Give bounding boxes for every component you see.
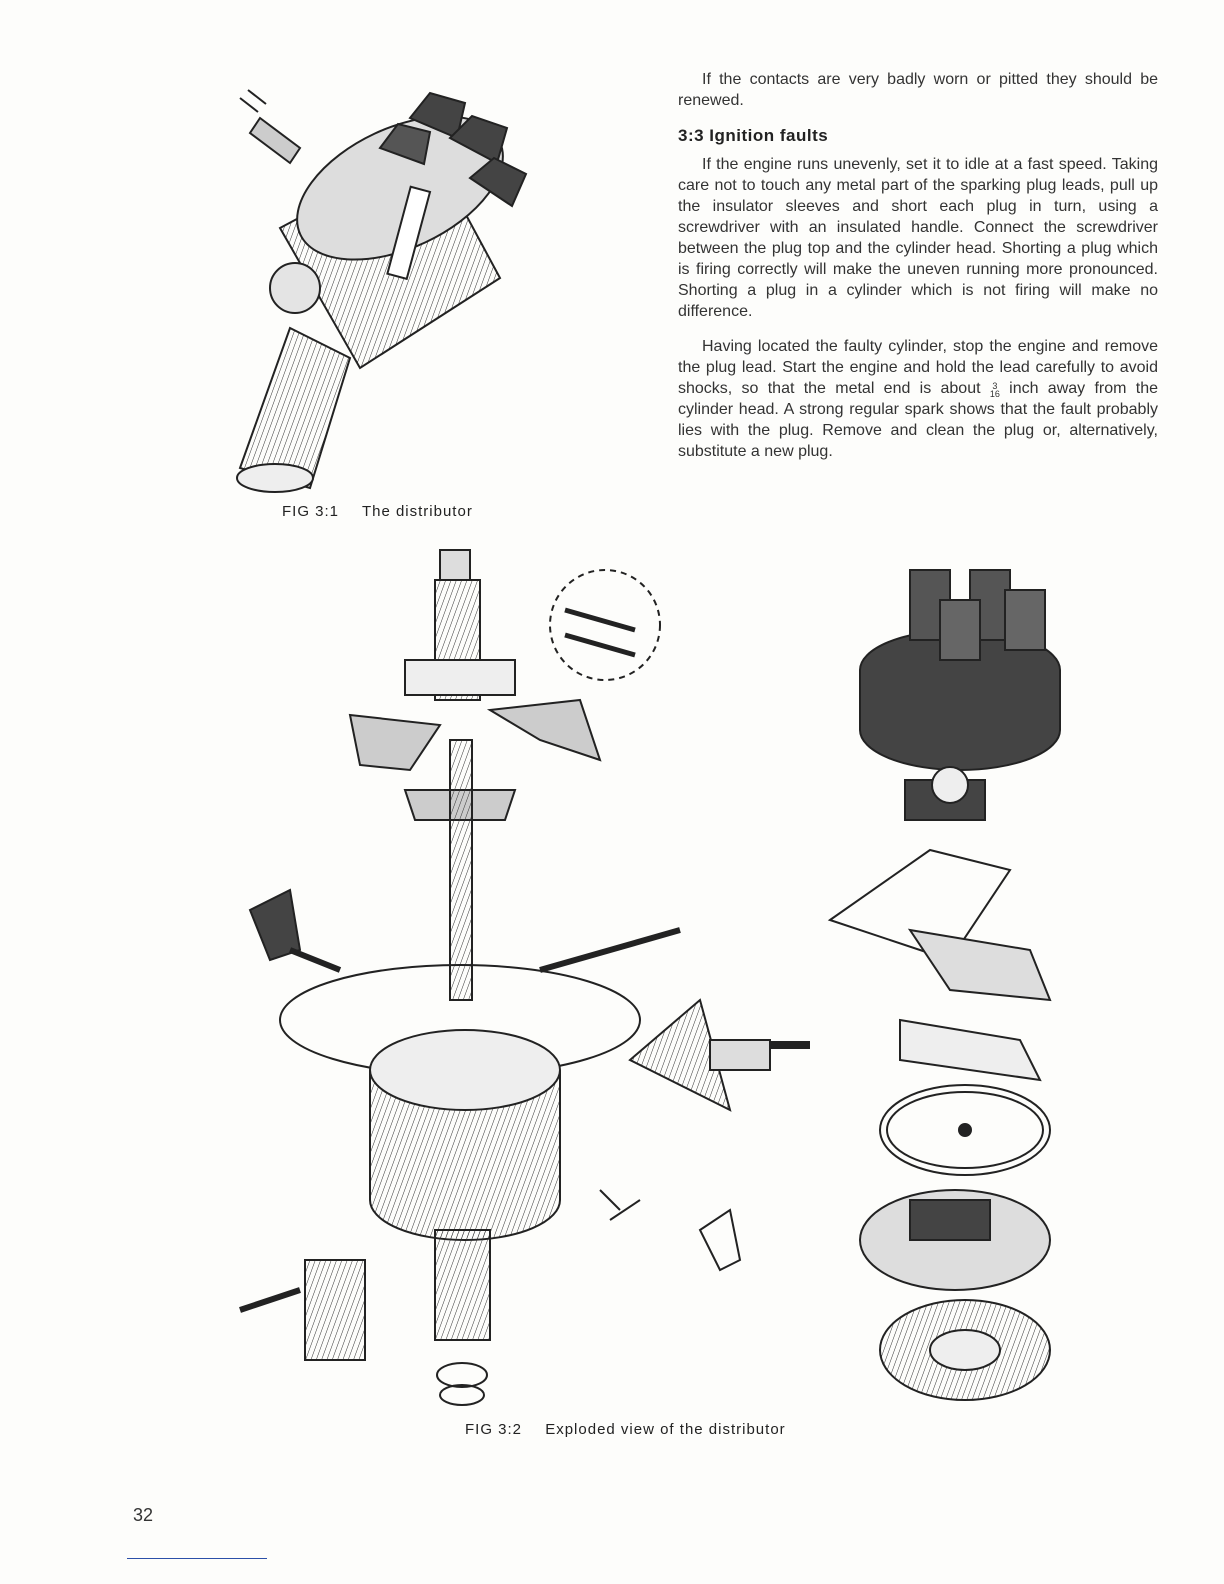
fraction-denominator: 16: [989, 389, 1000, 399]
paragraph-2-start: Having located the faulty cylinder, stop the engine and remove the plug lead. Start the engine and hold the lead carefully to avoid shocks, so that the metal end is about: [678, 338, 1158, 397]
fraction-numerator: 3: [992, 381, 998, 391]
intro-paragraph: If the contacts are very badly worn or pitted they should be renewed.: [678, 71, 1158, 109]
exploded-view-illustration: [210, 540, 1090, 1410]
figure-2-number: FIG 3:2: [465, 1421, 523, 1438]
figure-2-title: Exploded view of the distributor: [545, 1421, 786, 1438]
paragraph-1: If the engine runs unevenly, set it to idle at a fast speed. Taking care not to touch any metal part of the sparking plug leads, pull up the insulator sleeves and short each plug in turn, using a screwdriver with an insulated handle. Connect the screwdriver between the plug top and the cylinder head. Shorting a plug which is firing correctly will make the uneven running more pronounced. Shorting a plug in a cylinder which is not firing will make no difference.: [678, 156, 1158, 320]
distributor-illustration: [200, 78, 540, 498]
fraction: [990, 382, 1000, 398]
paragraph-2-end: inch away from the cylinder head. A strong regular spark shows that the fault probably lies with the plug. Remove and clean the plug or, alternatively, substitute a new plug.: [678, 380, 1158, 460]
section-heading: 3:3 Ignition faults: [678, 126, 829, 145]
figure-2-caption: [465, 1421, 786, 1438]
page-number: 32: [133, 1505, 154, 1525]
figure-1-caption: [282, 503, 473, 520]
paragraph-2: [678, 336, 1158, 462]
text-column: [678, 69, 1158, 476]
footer-rule: [127, 1558, 267, 1559]
figure-1-number: FIG 3:1: [282, 503, 340, 520]
figure-1-title: The distributor: [361, 503, 473, 520]
